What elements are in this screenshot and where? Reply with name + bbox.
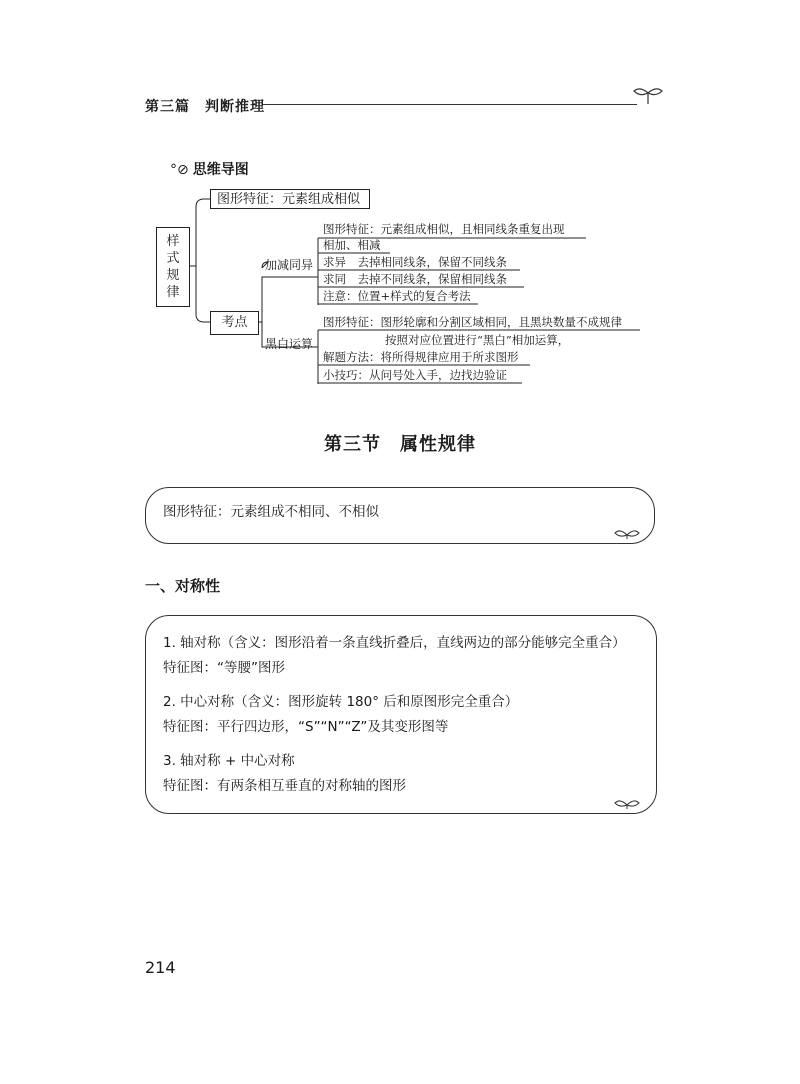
symmetry-item-title: 3. 轴对称 + 中心对称 [163,753,295,769]
mindmap-root-node: 样 式 规 律 [156,227,190,307]
sprout-icon [612,527,642,541]
symmetry-item-desc: 特征图：平行四边形，“S”“N”“Z”及其变形图等 [163,719,449,735]
mindmap-blackwhite-label: 黑白运算 [265,337,314,351]
feature-text: 图形特征：元素组成不相同、不相似 [163,504,379,520]
mindmap-leaf: 按照对应位置进行“黑白”相加运算， [385,333,570,347]
symmetry-item-title: 2. 中心对称（含义：图形旋转 180° 后和原图形完全重合） [163,694,519,710]
mindmap-kaodian-node: 考点 [210,311,259,335]
subsection-heading: 一、对称性 [145,577,221,595]
chapter-header: 第三篇 判断推理 [145,99,265,115]
mindmap-leaf: 图形特征：图形轮廓和分割区域相同，且黑块数量不成规律 [323,315,622,329]
mindmap-leaf: 小技巧：从问号处入手，边找边验证 [323,368,507,382]
mindmap-addsub-label: 加减同异 [265,258,314,272]
section-title: 第三节 属性规律 [324,434,476,455]
symmetry-item-title: 1. 轴对称（含义：图形沿着一条直线折叠后，直线两边的部分能够完全重合） [163,635,626,651]
mindmap-leaf: 注意：位置+样式的复合考法 [323,289,471,303]
mindmap-feature-node: 图形特征：元素组成相似 [210,189,370,209]
mindmap-leaf: 求异 去掉相同线条，保留不同线条 [323,255,507,269]
symmetry-item-desc: 特征图：有两条相互垂直的对称轴的图形 [163,778,406,794]
mindmap-leaf: 求同 去掉不同线条，保留相同线条 [323,272,507,286]
mindmap-leaf: 相加、相减 [323,238,381,252]
mindmap-leaf: 图形特征：元素组成相似，且相同线条重复出现 [323,222,565,236]
page-number: 214 [145,958,176,977]
mindmap-leaf: 解题方法：将所得规律应用于所求图形 [323,350,519,364]
mindmap-title: °⊘ 思维导图 [170,162,249,178]
symmetry-item-desc: 特征图：“等腰”图形 [163,660,285,676]
sprout-icon [612,797,642,811]
leaf-icon: °⊘ [170,162,189,178]
